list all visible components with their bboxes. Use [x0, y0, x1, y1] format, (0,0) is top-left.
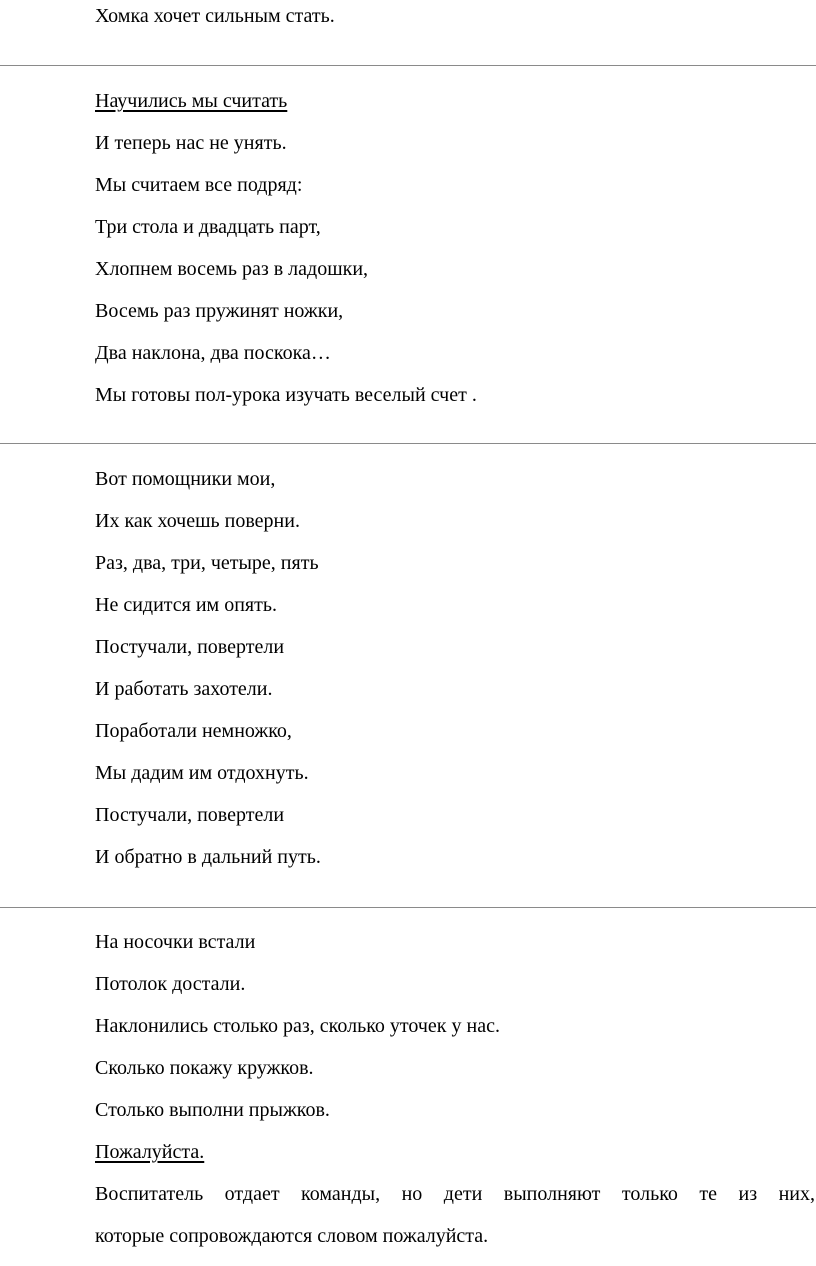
- text-line: И работать захотели.: [95, 678, 273, 700]
- text-line: Их как хочешь поверни.: [95, 510, 300, 532]
- text-line: Не сидится им опять.: [95, 594, 277, 616]
- text-line: На носочки встали: [95, 931, 256, 953]
- text-line: Мы дадим им отдохнуть.: [95, 762, 309, 784]
- text-line: Хомка хочет сильным стать.: [95, 5, 335, 27]
- text-line: Три стола и двадцать парт,: [95, 216, 321, 238]
- text-line: Воспитатель отдает команды, но дети выполняют только те из них,: [95, 1183, 815, 1205]
- text-line: Сколько покажу кружков.: [95, 1057, 314, 1079]
- text-line: Постучали, повертели: [95, 804, 285, 826]
- section-divider: [0, 443, 816, 444]
- text-line: И обратно в дальний путь.: [95, 846, 321, 868]
- section-divider: [0, 907, 816, 908]
- text-line: Два наклона, два поскока…: [95, 342, 331, 364]
- section-divider: [0, 65, 816, 66]
- text-line: Потолок достали.: [95, 973, 246, 995]
- text-line: И теперь нас не унять.: [95, 132, 287, 154]
- text-line: которые сопровождаются словом пожалуйста.: [95, 1225, 489, 1247]
- text-line: Вот помощники мои,: [95, 468, 276, 490]
- text-line: Раз, два, три, четыре, пять: [95, 552, 319, 574]
- section-title: Пожалуйста.: [95, 1141, 205, 1163]
- text-line: Постучали, повертели: [95, 636, 285, 658]
- text-line: Мы считаем все подряд:: [95, 174, 303, 196]
- text-line: Хлопнем восемь раз в ладошки,: [95, 258, 369, 280]
- text-line: Мы готовы пол-урока изучать веселый счет .: [95, 384, 477, 406]
- section-title: Научились мы считать: [95, 90, 288, 112]
- text-line: Столько выполни прыжков.: [95, 1099, 330, 1121]
- text-line: Наклонились столько раз, сколько уточек у нас.: [95, 1015, 500, 1037]
- text-line: Восемь раз пружинят ножки,: [95, 300, 344, 322]
- text-line: Поработали немножко,: [95, 720, 292, 742]
